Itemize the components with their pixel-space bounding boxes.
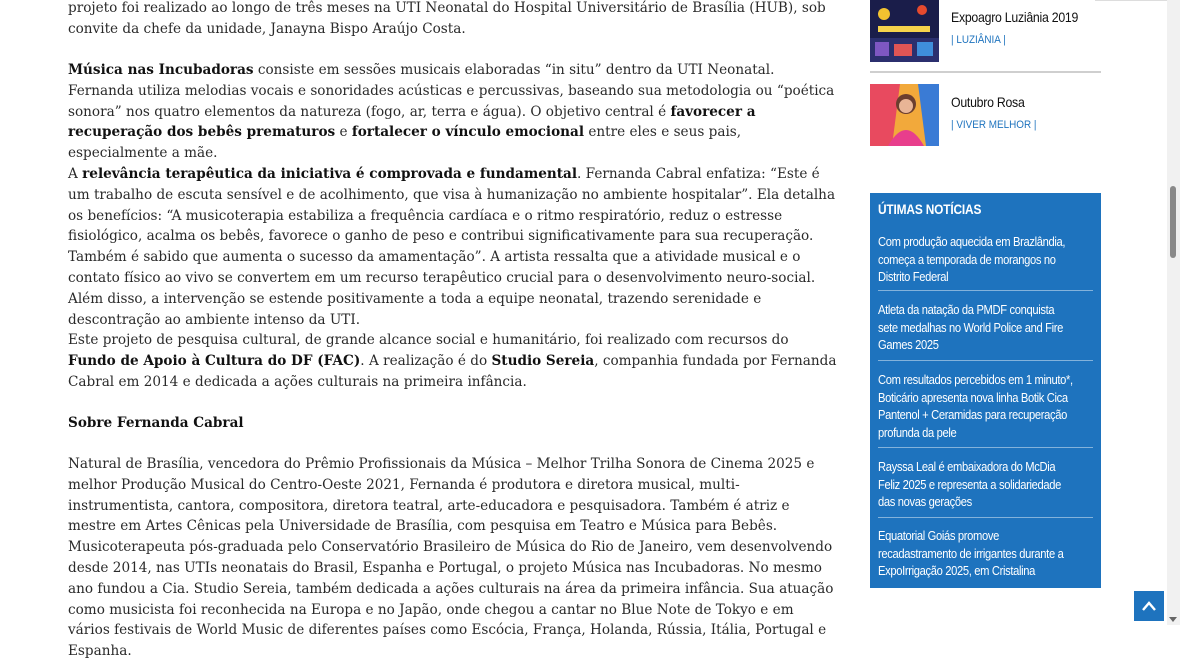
news-link[interactable]: Com resultados percebidos em 1 minuto*, Boticário apresenta nova linha Botik Cica Pantenol + Ceramidas para recuperação profunda da pele	[878, 372, 1073, 440]
bold-text: favorecer a recuperação dos bebês prematuros	[68, 103, 756, 141]
bold-text: Studio Sereia	[491, 352, 595, 369]
scroll-down-arrow-icon[interactable]	[1169, 617, 1177, 622]
section-heading: Sobre Fernanda Cabral	[68, 415, 244, 431]
divider	[878, 290, 1093, 291]
page-scrollbar[interactable]	[1167, 0, 1180, 625]
related-title[interactable]: Expoagro Luziânia 2019	[951, 9, 1079, 25]
chevron-up-icon	[1141, 600, 1157, 612]
text: entre eles e seus pais, especialmente a mãe.	[68, 124, 742, 162]
related-category[interactable]: | LUZIÂNIA |	[951, 34, 1006, 46]
article-paragraph	[68, 60, 838, 164]
bold-text: Fundo de Apoio à Cultura do DF (FAC)	[68, 352, 361, 369]
text: A	[68, 166, 83, 182]
related-title[interactable]: Outubro Rosa	[951, 94, 1025, 110]
scrollbar-thumb[interactable]	[1170, 186, 1176, 258]
divider	[870, 71, 1101, 73]
text: , companhia fundada por Fernanda Cabral em 2014 e dedicada a ações culturais na primeira infância.	[68, 352, 837, 390]
text: . Fernanda Cabral enfatiza: “Este é um trabalho de escuta sensível e de acolhimento, que visa à humanização no ambiente hospitalar”. Ela detalha os benefícios: “A musicoterapia estabiliza a frequência cardíaca e o ritmo respiratório, reduz o estresse fisiológico, acalma os bebês, favorece o ganho de peso e contribui significativamente para sua recuperação. Também é sabido que aumenta o sucesso da amamentação”. A artista ressalta que a atividade musical e o contato físico ao vivo se convertem em um recurso terapêutico crucial para o desenvolvimento neuro-social. Além disso, a intervenção se estende positivamente a toda a equipe neonatal, trazendo serenidade e descontração ao ambiente intenso da UTI.	[68, 166, 836, 328]
divider	[878, 517, 1093, 518]
news-link[interactable]: Rayssa Leal é embaixadora do McDia Feliz 2025 e representa a solidariedade das novas gerações	[878, 459, 1061, 510]
bold-text: Música nas Incubadoras	[68, 62, 254, 78]
text: Este projeto de pesquisa cultural, de grande alcance social e humanitário, foi realizado com recursos do	[68, 332, 789, 348]
back-to-top-button[interactable]	[1134, 591, 1164, 621]
divider	[1095, 0, 1168, 1]
divider	[878, 360, 1093, 361]
divider	[878, 447, 1093, 448]
news-link[interactable]: Atleta da natação da PMDF conquista sete medalhas no World Police and Fire Games 2025	[878, 302, 1063, 353]
text: . A realização é do	[360, 352, 492, 369]
bold-text: fortalecer o vínculo emocional	[351, 124, 585, 141]
expoagro-thumbnail[interactable]	[870, 0, 939, 62]
article-paragraph	[68, 330, 838, 392]
text: e	[335, 124, 352, 141]
related-category[interactable]: | VIVER MELHOR |	[951, 119, 1037, 131]
text: consiste em sessões musicais elaboradas “in situ” dentro da UTI Neonatal. Fernanda utiliza melodias vocais e sonoridades acústicas e percussivas, baseando sua metodologia ou “poética sonora” nos quatro elementos da natureza (fogo, ar, terra e água). O objetivo central é	[68, 62, 835, 120]
latest-news-heading: ÚTIMAS NOTÍCIAS	[878, 201, 982, 217]
news-link[interactable]: Equatorial Goiás promove recadastramento de irrigantes durante a ExpoIrrigação 2025, em Cristalina	[878, 528, 1064, 579]
related-item[interactable]	[870, 0, 1101, 62]
news-link[interactable]: Com produção aquecida em Brazlândia, começa a temporada de morangos no Distrito Federal	[878, 234, 1066, 285]
latest-news-box	[870, 193, 1101, 588]
related-item[interactable]	[870, 84, 1101, 146]
article-paragraph	[68, 164, 838, 330]
article-paragraph: Natural de Brasília, vencedora do Prêmio Profissionais da Música – Melhor Trilha Sonora de Cinema 2025 e melhor Produção Musical do Centro-Oeste 2021, Fernanda é produtora e diretora musical, multi-instrumentista, cantora, compositora, diretora teatral, arte-educadora e pesquisadora. Também é atriz e mestre em Artes Cênicas pela Universidade de Brasília, com pesquisa em Teatro e Música para Bebês. Musicoterapeuta pós-graduada pelo Conservatório Brasileiro de Música do Rio de Janeiro, vem desenvolvendo desde 2014, nas UTIs neonatais do Brasil, Espanha e Portugal, o projeto Música nas Incubadoras. No mesmo ano fundou a Cia. Studio Sereia, também dedicada a ações culturais na área da primeira infância. Sua atuação como musicista foi reconhecida na Europa e no Japão, onde chegou a cantar no Blue Note de Tokyo e em vários festivais de World Music de diferentes países como Escócia, França, Holanda, Rússia, Itália, Portugal e Espanha.	[68, 456, 834, 660]
article-paragraph: projeto foi realizado ao longo de três meses na UTI Neonatal do Hospital Universitário de Brasília (HUB), sob convite da chefe da unidade, Janayna Bispo Araújo Costa.	[68, 0, 826, 37]
bold-text: relevância terapêutica da iniciativa é comprovada e fundamental	[82, 166, 577, 182]
outubro-rosa-thumbnail[interactable]	[870, 84, 939, 146]
